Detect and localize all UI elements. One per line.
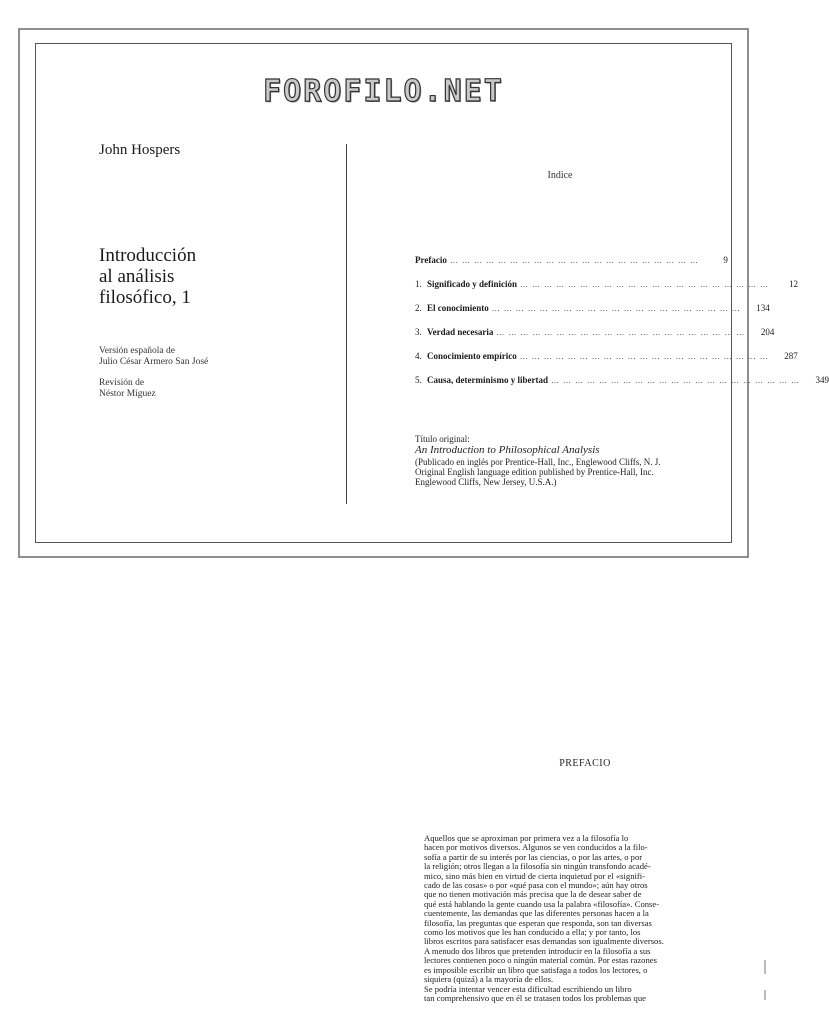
book-title bbox=[99, 245, 196, 308]
toc-leader-dots: … … … … … … … … … … … … … … … … … … … … … bbox=[551, 376, 800, 385]
toc-label: El conocimiento bbox=[427, 303, 489, 313]
toc-label: Conocimiento empírico bbox=[427, 351, 517, 361]
original-title: An Introduction to Philosophical Analysis bbox=[415, 444, 600, 456]
original-title-block bbox=[415, 434, 715, 487]
preface-line: sofía a partir de su interés por las ciencias, o por las artes, o por bbox=[424, 851, 643, 862]
credit-line: Néstor Míguez bbox=[99, 389, 156, 399]
toc-page-number: 204 bbox=[760, 327, 775, 337]
toc-label: Significado y definición bbox=[427, 279, 518, 289]
toc-leader-dots: … … … … … … … … … … … … … … … … … … … … … bbox=[496, 328, 746, 337]
preface-line: filosofía, las preguntas que esperan que responda, son tan diversas bbox=[424, 917, 652, 928]
preface-line: A menudo dos libros que pretenden introducir en la filosofía a sus bbox=[424, 945, 651, 956]
preface-line: Aquellos que se aproximan por primera vez a la filosofía lo bbox=[424, 833, 629, 843]
preface-line: cuentemente, las demandas que las diferentes personas hacen a la bbox=[424, 908, 649, 919]
preface-heading: PREFACIO bbox=[559, 758, 611, 769]
toc-page-number: 9 bbox=[723, 255, 728, 265]
preface-line: Se podría intentar vencer esta dificultad escribiendo un libro bbox=[424, 983, 632, 994]
index-heading: Indice bbox=[547, 170, 573, 181]
preface-body bbox=[424, 834, 722, 1003]
preface-line: cado de las cosas» o por «qué pasa con el mundo»; aún hay otros bbox=[424, 880, 648, 891]
cover-page bbox=[18, 28, 829, 558]
scan-margin-mark bbox=[764, 990, 766, 1000]
toc-entry bbox=[415, 255, 728, 279]
book-title-line: filosófico, 1 bbox=[99, 287, 191, 308]
translation-credits bbox=[99, 346, 208, 400]
preface-line: es imposible escribir un libro que satisfaga a todos los lectores, o bbox=[424, 964, 648, 975]
preface-line: que no tienen motivación más precisa que la de desear saber de bbox=[424, 889, 642, 900]
preface-line: la religión; otros llegan a la filosofía sin ningún transfondo acadé- bbox=[424, 861, 651, 872]
preface-line: como los motivos que les han conducido a ella; y por tanto, los bbox=[424, 927, 641, 938]
toc-label: Verdad necesaria bbox=[427, 327, 494, 337]
preface-line: mico, sino más bien en virtud de cierta inquietud por el «signifi- bbox=[424, 870, 645, 881]
toc-number: 4. bbox=[415, 351, 422, 361]
book-title-line: al análisis bbox=[99, 266, 175, 287]
watermark-logo: FOROFILO.NET bbox=[263, 74, 504, 109]
scan-margin-mark bbox=[764, 960, 766, 974]
toc-page-number: 287 bbox=[784, 351, 798, 361]
author-name: John Hospers bbox=[99, 142, 181, 158]
toc-page-number: 349 bbox=[815, 375, 829, 385]
toc-entry bbox=[415, 327, 775, 351]
toc-entry bbox=[415, 351, 798, 375]
publication-note-line: Original English language edition published by Prentice-Hall, Inc. bbox=[415, 467, 654, 477]
toc-label: Causa, determinismo y libertad bbox=[427, 375, 548, 385]
toc-number: 2. bbox=[415, 303, 422, 313]
table-of-contents bbox=[415, 255, 829, 399]
toc-leader-dots: … … … … … … … … … … … … … … … … … … … … … bbox=[449, 256, 699, 265]
preface-line: libros escritos para satisfacer esas demandas son igualmente diversos. bbox=[424, 936, 664, 947]
toc-leader-dots: … … … … … … … … … … … … … … … … … … … … … bbox=[520, 280, 770, 289]
column-divider bbox=[346, 144, 347, 504]
book-title-line: Introducción bbox=[99, 245, 197, 266]
toc-label: Prefacio bbox=[415, 255, 447, 265]
credit-line: Revisión de bbox=[99, 378, 145, 388]
toc-entry bbox=[415, 375, 829, 399]
toc-page-number: 12 bbox=[789, 279, 799, 289]
toc-page-number: 134 bbox=[756, 303, 770, 313]
toc-leader-dots: … … … … … … … … … … … … … … … … … … … … … bbox=[491, 304, 741, 313]
publication-note-line: Englewood Cliffs, New Jersey, U.S.A.) bbox=[415, 477, 557, 487]
toc-entry bbox=[415, 303, 770, 327]
toc-number: 3. bbox=[415, 327, 422, 337]
preface-line: hacen por motivos diversos. Algunos se ven conducidos a la filo- bbox=[424, 842, 648, 853]
preface-line: lectores contienen poco o ningún material común. Por estas razones bbox=[424, 955, 657, 966]
toc-leader-dots: … … … … … … … … … … … … … … … … … … … … … bbox=[519, 352, 769, 361]
toc-entry bbox=[415, 279, 799, 303]
publication-note-line: (Publicado en inglés por Prentice-Hall, Inc., Englewood Cliffs, N. J. bbox=[415, 457, 661, 467]
preface-line: siquiera (quizá) a la mayoría de ellos. bbox=[424, 974, 554, 985]
original-title-label: Título original: bbox=[415, 434, 470, 444]
credit-line: Julio César Armero San José bbox=[99, 357, 209, 367]
toc-number: 1. bbox=[415, 279, 422, 289]
toc-number: 5. bbox=[415, 375, 422, 385]
preface-line: qué está hablando la gente cuando usa la palabra «filosofía». Conse- bbox=[424, 898, 660, 909]
preface-line: tan comprehensivo que en él se tratasen todos los problemas que bbox=[424, 992, 646, 1003]
credit-line: Versión española de bbox=[99, 346, 175, 356]
